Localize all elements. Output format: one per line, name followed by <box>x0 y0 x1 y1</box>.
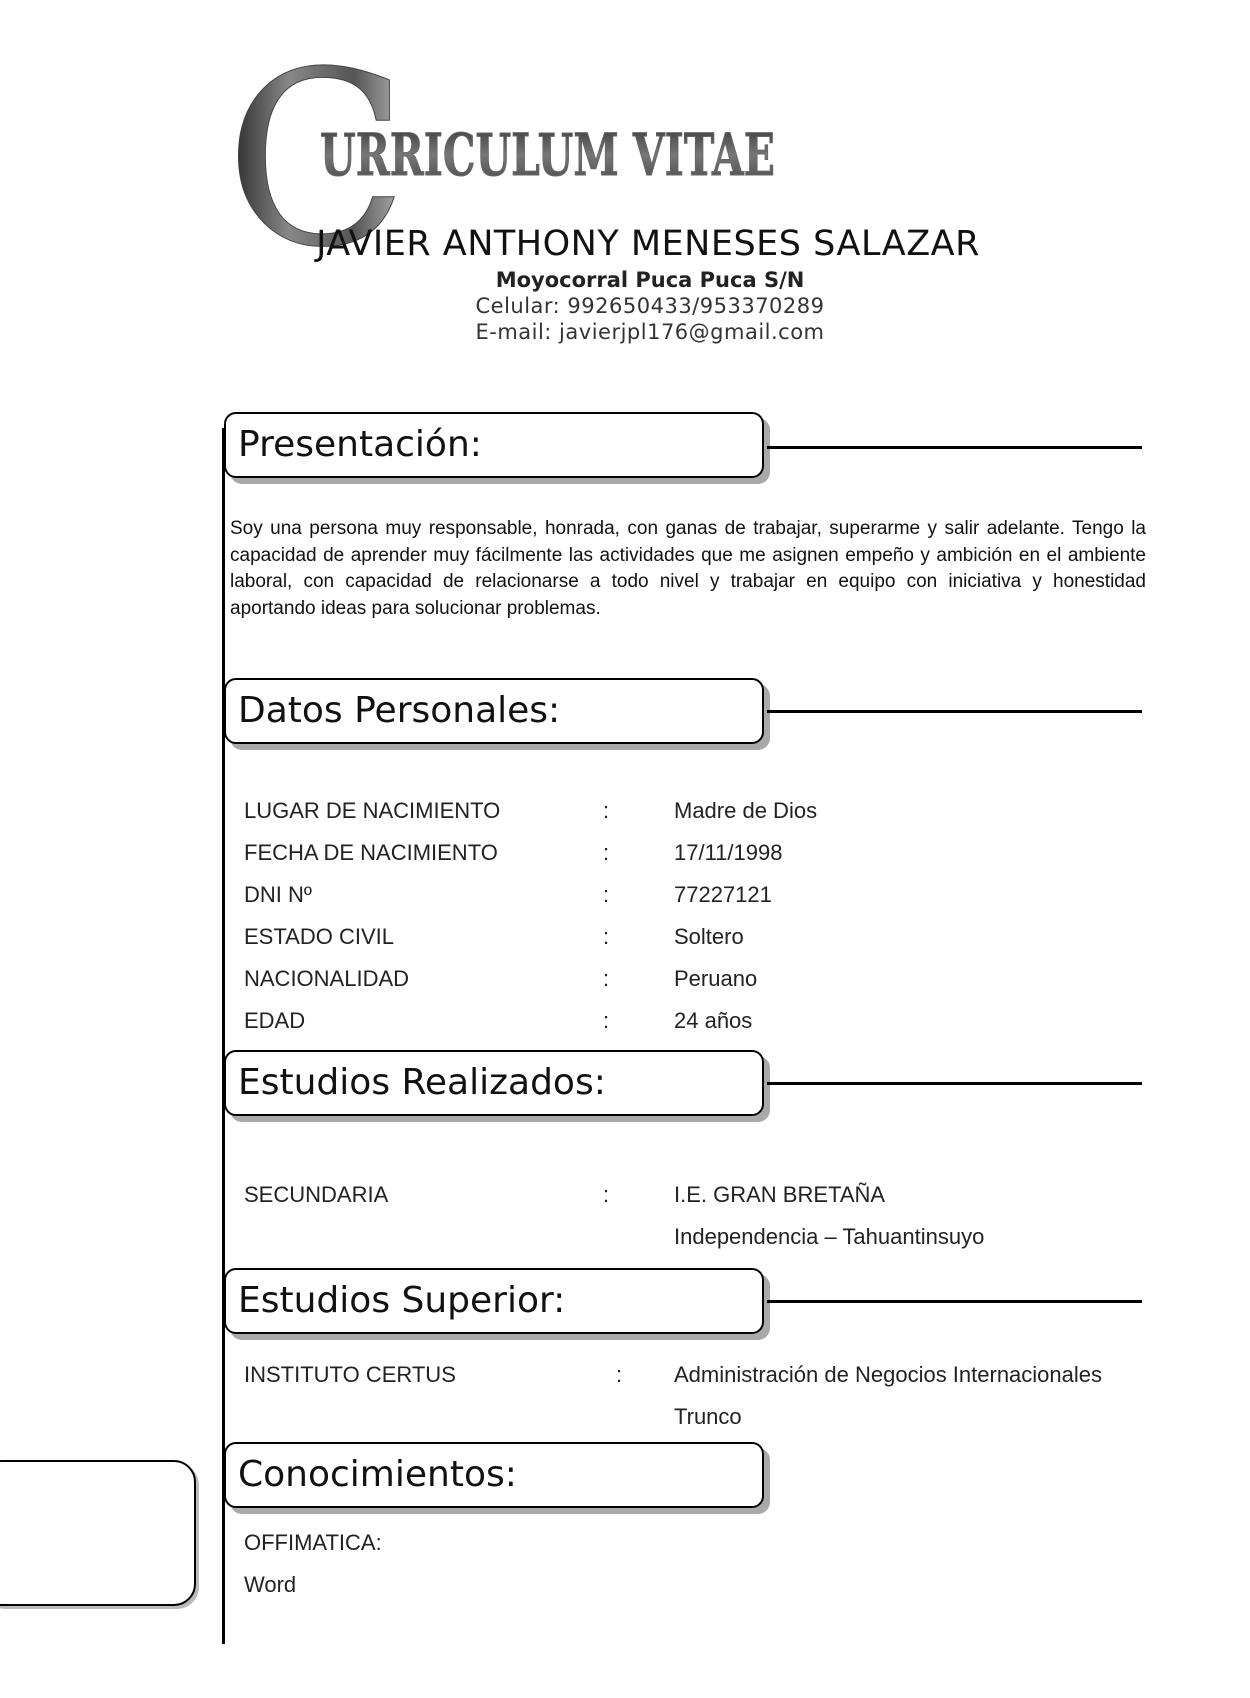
section-rule <box>767 1300 1142 1303</box>
section-header-presentacion <box>224 412 764 478</box>
section-header-estudios-realizados <box>224 1050 764 1116</box>
row-value: Madre de Dios <box>674 798 818 823</box>
row-label: FECHA DE NACIMIENTO <box>244 840 498 865</box>
data-row <box>0 882 1200 912</box>
data-row <box>0 1404 1200 1434</box>
row-value: 17/11/1998 <box>674 840 783 865</box>
section-header-estudios-superior <box>224 1268 764 1334</box>
candidate-address: Moyocorral Puca Puca S/N <box>495 268 805 292</box>
row-label: OFFIMATICA: <box>244 1530 382 1555</box>
candidate-phone: Celular: 992650433/953370289 <box>475 294 825 318</box>
row-value: Peruano <box>674 966 758 991</box>
row-separator: : <box>603 798 610 823</box>
row-label: INSTITUTO CERTUS <box>244 1362 456 1387</box>
row-value: Word <box>244 1572 297 1597</box>
row-separator: : <box>603 1182 610 1207</box>
data-row <box>0 966 1200 996</box>
section-rule <box>767 1082 1142 1085</box>
row-value: Trunco <box>674 1404 742 1429</box>
logo-title-text: URRICULUM VITAE <box>320 121 775 189</box>
logo-big-letter: C <box>225 20 409 300</box>
row-separator: : <box>616 1362 623 1387</box>
row-label: EDAD <box>244 1008 306 1033</box>
row-value: 77227121 <box>674 882 772 907</box>
row-label: LUGAR DE NACIMIENTO <box>244 798 501 823</box>
row-separator: : <box>603 924 610 949</box>
candidate-email: E-mail: javierjpl176@gmail.com <box>475 320 825 344</box>
section-title: Presentación: <box>238 424 482 465</box>
data-row <box>0 798 1200 828</box>
row-separator: : <box>603 840 610 865</box>
section-title: Estudios Realizados: <box>238 1062 606 1103</box>
row-label: NACIONALIDAD <box>244 966 410 991</box>
data-row <box>0 840 1200 870</box>
section-rule <box>767 446 1142 449</box>
row-separator: : <box>603 882 610 907</box>
row-value: 24 años <box>674 1008 753 1033</box>
row-separator: : <box>603 966 610 991</box>
presentation-paragraph: Soy una persona muy responsable, honrada, con ganas de trabajar, superarme y salir adelante. Tengo la capacidad de aprender muy fácilmente las actividades que me asignen empeño y ambición en el ambiente laboral, con capacidad de relacionarse a todo nivel y trabajar en equipo con iniciativa y honestidad aportando ideas para solucionar problemas. <box>230 518 1146 619</box>
section-header-datos-personales <box>224 678 764 744</box>
data-row <box>0 1224 1200 1254</box>
row-value: Independencia – Tahuantinsuyo <box>674 1224 985 1249</box>
side-decoration-box <box>0 1460 196 1606</box>
row-label: ESTADO CIVIL <box>244 924 394 949</box>
row-label: SECUNDARIA <box>244 1182 389 1207</box>
data-row <box>0 1182 1200 1212</box>
section-rule <box>767 710 1142 713</box>
row-value: I.E. GRAN BRETAÑA <box>674 1182 886 1207</box>
row-separator: : <box>603 1008 610 1033</box>
section-header-conocimientos <box>224 1442 764 1508</box>
section-title: Conocimientos: <box>238 1454 517 1495</box>
row-value: Soltero <box>674 924 744 949</box>
data-row <box>0 924 1200 954</box>
section-title: Estudios Superior: <box>238 1280 566 1321</box>
row-value: Administración de Negocios Internacionales <box>674 1362 1103 1387</box>
candidate-name: JAVIER ANTHONY MENESES SALAZAR <box>316 224 980 264</box>
row-label: DNI Nº <box>244 882 312 907</box>
data-row <box>0 1362 1200 1392</box>
section-title: Datos Personales: <box>238 690 561 731</box>
data-row <box>0 1008 1200 1038</box>
